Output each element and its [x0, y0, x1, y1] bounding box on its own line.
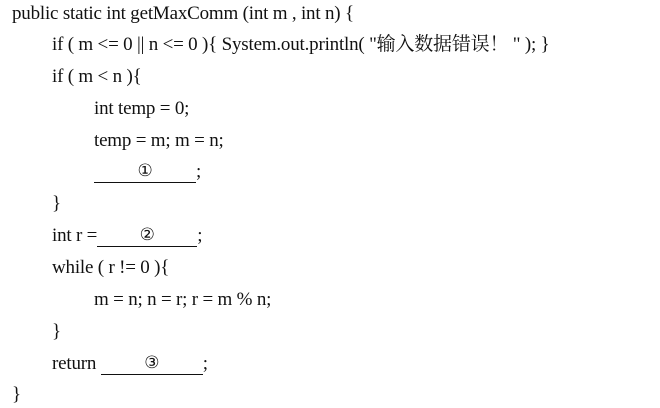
blank-2-prefix: int r = — [52, 225, 98, 246]
while-loop-line: while ( r != 0 ){ — [52, 257, 170, 278]
blank-3-suffix: ; — [202, 353, 208, 374]
closing-brace-method: } — [12, 384, 21, 405]
closing-brace-while: } — [52, 321, 61, 342]
blank-2-suffix: ; — [197, 225, 203, 246]
closing-brace-if: } — [52, 193, 61, 214]
blank-3-prefix: return — [52, 353, 101, 374]
if-m-less-than-n-line: if ( m < n ){ — [52, 66, 142, 87]
fill-in-blank-1 — [94, 161, 196, 183]
blank-2-label: ② — [139, 225, 155, 245]
blank-line-1 — [94, 160, 201, 184]
swap-assignment-line: temp = m; m = n; — [94, 130, 224, 151]
fill-in-blank-2 — [97, 225, 197, 247]
blank-1-label: ① — [137, 161, 153, 181]
fill-in-blank-3 — [101, 353, 203, 375]
blank-line-2 — [52, 224, 202, 248]
loop-body-line: m = n; n = r; r = m % n; — [94, 289, 272, 310]
input-validation-line: if ( m <= 0 || n <= 0 ){ System.out.println( "输入数据错误！ " ); } — [52, 34, 550, 55]
blank-1-suffix: ; — [196, 161, 202, 182]
blank-3-label: ③ — [144, 353, 160, 373]
method-signature-line: public static int getMaxComm (int m , int n) { — [12, 3, 354, 24]
blank-line-3 — [52, 352, 208, 376]
temp-declaration-line: int temp = 0; — [94, 98, 190, 119]
